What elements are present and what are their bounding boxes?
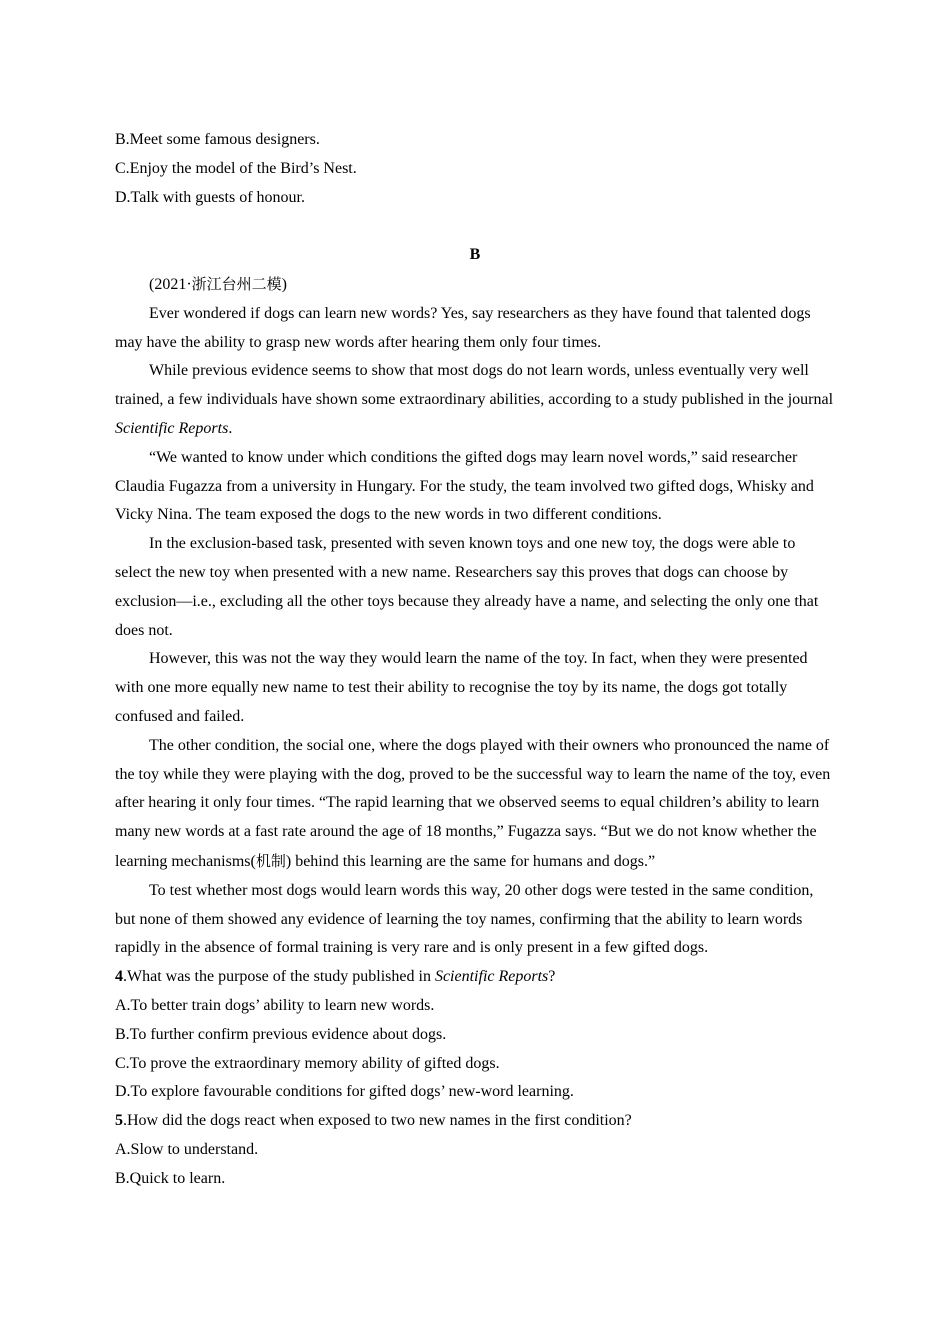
source-region: 浙江台州二模 xyxy=(191,274,282,293)
question-4-option-d: D.To explore favourable conditions for gifted dogs’ new-word learning. xyxy=(115,1083,574,1101)
page-content xyxy=(115,126,835,1193)
passage-paragraph-6 xyxy=(115,732,835,877)
paragraph-6-text: The other condition, the social one, where the dogs played with their owners who pronounced the name of the toy while they were playing with the dog, proved to be the successful way to learn the name of the toy, even after hearing it only four times. “The rapid learning that we observed seems to equal children’s ability to learn many new words at a fast rate around the age of 18 months,” Fugazza says. “But we do not know whether the learning mechanisms( xyxy=(115,736,831,870)
paragraph-2-text: While previous evidence seems to show that most dogs do not learn words, unless eventually very well trained, a few individuals have shown some extraordinary abilities, according to a study published in the journal xyxy=(115,362,834,409)
question-4-journal: Scientific Reports xyxy=(434,968,549,986)
paragraph-2-end: . xyxy=(228,419,233,437)
passage-paragraph-1: Ever wondered if dogs can learn new words? Yes, say researchers as they have found that talented dogs may have the ability to grasp new words after hearing them only four times. xyxy=(115,304,811,351)
passage-paragraph-3: “We wanted to know under which conditions the gifted dogs may learn novel words,” said researcher Claudia Fugazza from a university in Hungary. For the study, the team involved two gifted dogs, Whisky and Vicky Nina. The team exposed the dogs to the new words in two different conditions. xyxy=(115,448,814,524)
journal-title: Scientific Reports xyxy=(115,419,229,437)
source-suffix: ) xyxy=(281,275,287,293)
passage-paragraph-5: However, this was not the way they would learn the name of the toy. In fact, when they were presented with one more equally new name to test their ability to recognise the toy by its name, the dogs got totally confused and failed. xyxy=(115,650,808,725)
prev-option-b: B.Meet some famous designers. xyxy=(115,131,320,148)
question-4-option-a: A.To better train dogs’ ability to learn new words. xyxy=(115,996,435,1014)
passage-paragraph-2 xyxy=(115,357,835,443)
paragraph-6-end: ) behind this learning are the same for humans and dogs.” xyxy=(285,852,656,870)
source-prefix: (2021· xyxy=(149,275,192,293)
section-spacer xyxy=(115,212,835,241)
section-heading: B xyxy=(469,246,481,264)
question-4-stem xyxy=(115,963,835,992)
question-4-end: ? xyxy=(548,968,556,986)
question-5-text: .How did the dogs react when exposed to two new names in the first condition? xyxy=(123,1112,632,1130)
passage-paragraph-7: To test whether most dogs would learn words this way, 20 other dogs were tested in the same condition, but none of them showed any evidence of learning the toy names, confirming that the ability to learn words rapidly in the absence of formal training is very rare and is only present in a few gifted dogs. xyxy=(115,881,814,957)
passage-paragraph-4: In the exclusion-based task, presented with seven known toys and one new toy, the dogs were able to select the new toy when presented with a new name. Researchers say this proves that dogs can choose by exclusion—i.e., excluding all the other toys because they already have a name, and selecting the only one that does not. xyxy=(115,535,819,639)
prev-option-d: D.Talk with guests of honour. xyxy=(115,188,305,206)
question-4-option-b: B.To further confirm previous evidence about dogs. xyxy=(115,1025,447,1043)
question-5-stem xyxy=(115,1107,835,1136)
passage-source xyxy=(115,270,835,300)
chinese-gloss: 机制 xyxy=(255,851,286,870)
question-5-option-a: A.Slow to understand. xyxy=(115,1140,259,1158)
question-5-number: 5 xyxy=(115,1112,123,1130)
question-4-text: .What was the purpose of the study published in xyxy=(123,968,435,986)
question-5-option-b: B.Quick to learn. xyxy=(115,1169,226,1187)
question-4-option-c: C.To prove the extraordinary memory ability of gifted dogs. xyxy=(115,1054,500,1072)
question-4-number: 4 xyxy=(115,968,123,986)
prev-option-c: C.Enjoy the model of the Bird’s Nest. xyxy=(115,159,357,177)
